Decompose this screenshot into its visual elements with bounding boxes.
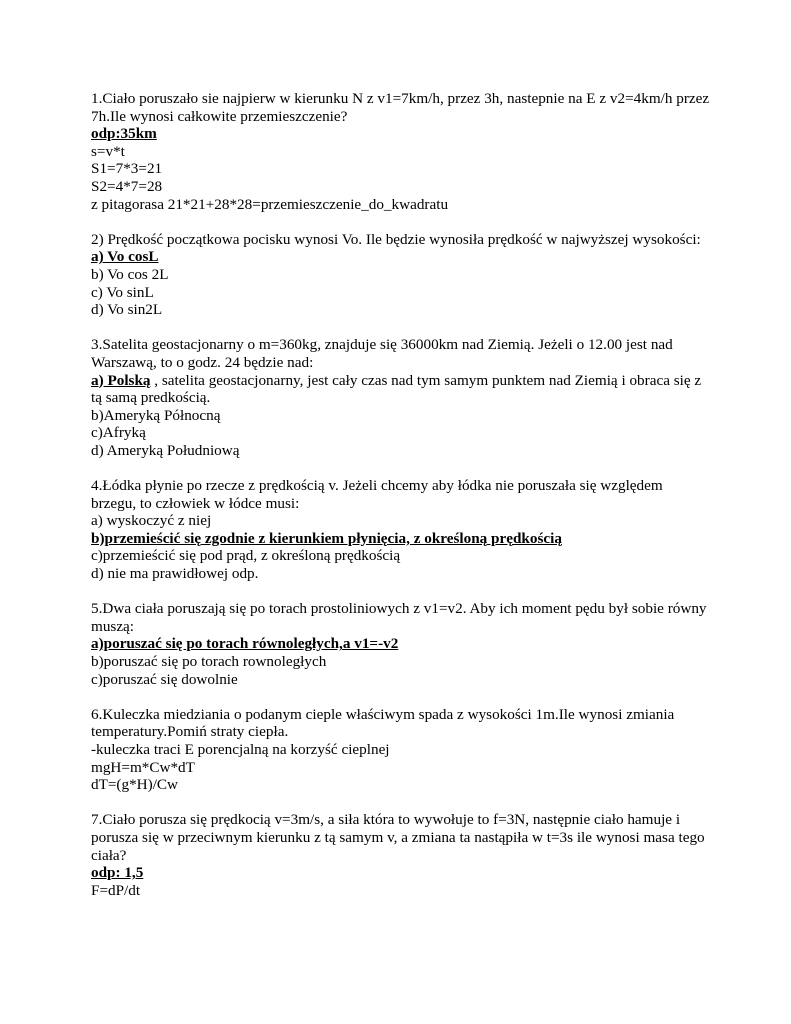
question-1-work-line: s=v*t (91, 142, 125, 160)
question-5-option: c)poruszać się dowolnie (91, 670, 238, 688)
question-6-work-line: dT=(g*H)/Cw (91, 776, 179, 794)
question-2-answer: a) Vo cosL (91, 248, 159, 266)
question-6-text: 6.Kuleczka miedziania o podanym cieple właściwym spada z wysokości 1m.Ile wynosi zmiania temperatury.Pomiń straty ciepła. (91, 705, 675, 741)
question-3-option: b)Ameryką Północną (91, 406, 221, 424)
question-3-option: d) Ameryką Południową (91, 441, 240, 459)
question-4-option: c)przemieścić się pod prąd, z określoną prędkością (91, 547, 401, 565)
question-3-option: c)Afryką (91, 424, 146, 442)
question-3 (91, 336, 711, 459)
question-3-explanation: , satelita geostacjonarny, jest cały czas nad tym samym punktem nad Ziemią i obraca się z tą samą predkością. (91, 371, 702, 407)
question-1 (91, 90, 711, 213)
question-5-answer: a)poruszać się po torach równoległych,a v1=-v2 (91, 635, 399, 653)
question-4-answer: b)przemieścić się zgodnie z kierunkiem płynięcia, z określoną prędkością (91, 529, 562, 547)
question-6-work-line: -kuleczka traci E porencjalną na korzyść cieplnej (91, 740, 390, 758)
question-3-answer-row (91, 372, 711, 407)
question-5 (91, 600, 711, 688)
question-2-option: b) Vo cos 2L (91, 265, 169, 283)
question-5-option: b)poruszać się po torach rownoległych (91, 653, 327, 670)
question-5-text: 5.Dwa ciała poruszają się po torach prostoliniowych z v1=v2. Aby ich moment pędu był sobie równy muszą: (91, 600, 707, 635)
document-page (91, 90, 711, 917)
question-4 (91, 477, 711, 583)
question-2-text: 2) Prędkość początkowa pocisku wynosi Vo. Ile będzie wynosiła prędkość w najwyższej wysokości: (91, 230, 701, 248)
question-1-text: 1.Ciało poruszało sie najpierw w kierunku N z v1=7km/h, przez 3h, nastepnie na E z v2=4km/h przez 7h.Ile wynosi całkowite przemieszczenie? (91, 90, 710, 125)
question-1-work-line: z pitagorasa 21*21+28*28=przemieszczenie_do_kwadratu (91, 195, 449, 213)
question-7-text: 7.Ciało porusza się prędkocią v=3m/s, a siła która to wywołuje to f=3N, następnie ciało hamuje i porusza się w przeciwnym kierunku z tą samym v, a zmiana ta nastąpiła w t=3s ile wynosi masa tego ciała? (91, 811, 705, 864)
question-4-option: d) nie ma prawidłowej odp. (91, 565, 259, 583)
question-7 (91, 811, 711, 899)
question-6 (91, 706, 711, 794)
question-1-work-line: S2=4*7=28 (91, 177, 163, 195)
question-2-option: d) Vo sin2L (91, 301, 163, 319)
question-1-answer: odp:35km (91, 125, 157, 143)
question-3-answer: a) Polską (91, 371, 151, 389)
question-4-option: a) wyskoczyć z niej (91, 512, 212, 530)
question-6-work-line: mgH=m*Cw*dT (91, 758, 195, 776)
question-2 (91, 231, 711, 319)
question-7-answer: odp: 1,5 (91, 864, 144, 882)
question-2-option: c) Vo sinL (91, 283, 154, 301)
question-3-text: 3.Satelita geostacjonarny o m=360kg, znajduje się 36000km nad Ziemią. Jeżeli o 12.00 jest nad Warszawą, to o godz. 24 będzie nad: (91, 336, 673, 371)
question-7-work-line: F=dP/dt (91, 881, 141, 899)
question-4-text: 4.Łódka płynie po rzecze z prędkością v. Jeżeli chcemy aby łódka nie poruszała się względem brzegu, to człowiek w łódce musi: (91, 477, 663, 512)
question-1-work-line: S1=7*3=21 (91, 160, 163, 178)
